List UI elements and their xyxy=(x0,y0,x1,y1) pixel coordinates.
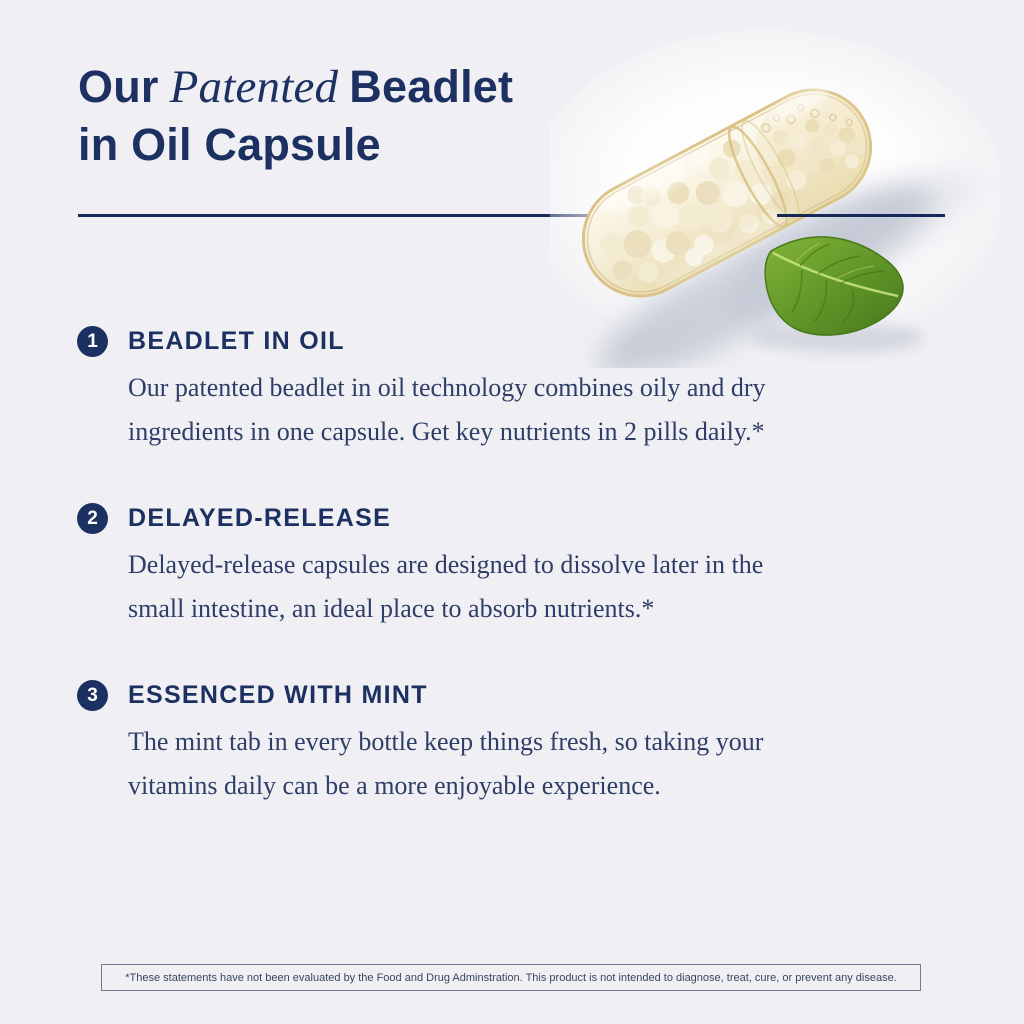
feature-1-line-1: Our patented beadlet in oil technology combines oily and dry xyxy=(128,373,766,402)
page-title xyxy=(78,58,513,173)
feature-item-1 xyxy=(77,326,766,454)
title-word-beadlet: Beadlet xyxy=(349,61,514,112)
step-2-number: 2 xyxy=(87,507,98,529)
feature-3-text xyxy=(128,720,763,808)
title-line-1 xyxy=(78,58,513,116)
feature-3-line-2: vitamins daily can be a more enjoyable experience. xyxy=(128,771,661,800)
step-3-number: 3 xyxy=(87,684,98,706)
feature-3-line-1: The mint tab in every bottle keep things fresh, so taking your xyxy=(128,727,764,756)
photo-backdrop xyxy=(550,30,1000,360)
capsule-body xyxy=(550,37,991,368)
feature-item-2 xyxy=(77,503,763,631)
title-word-patented: Patented xyxy=(169,61,339,113)
capsule-photo xyxy=(550,30,1000,368)
step-1-badge xyxy=(77,326,108,357)
fda-disclaimer-text: *These statements have not been evaluated by the Food and Drug Adminstration. This product is not intended to diagnose, treat, cure, or prevent any disease. xyxy=(125,971,897,984)
feature-2-line-1: Delayed-release capsules are designed to dissolve later in the xyxy=(128,550,764,579)
divider-line-right-segment xyxy=(777,214,945,217)
mint-leaf-icon xyxy=(752,237,924,353)
step-2-badge xyxy=(77,503,108,534)
feature-2-text xyxy=(128,543,763,631)
title-line-2: in Oil Capsule xyxy=(78,119,381,170)
fda-disclaimer-box xyxy=(101,964,921,991)
leaf-midrib xyxy=(773,253,898,296)
feature-2-heading: DELAYED-RELEASE xyxy=(128,504,392,532)
feature-2-line-2: small intestine, an ideal place to absorb nutrients.* xyxy=(128,594,655,623)
feature-3-heading: ESSENCED WITH MINT xyxy=(128,681,428,709)
step-3-badge xyxy=(77,680,108,711)
feature-1-line-2: ingredients in one capsule. Get key nutrients in 2 pills daily.* xyxy=(128,417,765,446)
step-1-number: 1 xyxy=(87,330,98,352)
feature-1-heading: BEADLET IN OIL xyxy=(128,327,345,355)
beadlets xyxy=(581,81,878,303)
feature-item-3 xyxy=(77,680,763,808)
capsule-illustration xyxy=(550,30,1000,368)
feature-1-text xyxy=(128,366,766,454)
title-word-our: Our xyxy=(78,61,159,112)
